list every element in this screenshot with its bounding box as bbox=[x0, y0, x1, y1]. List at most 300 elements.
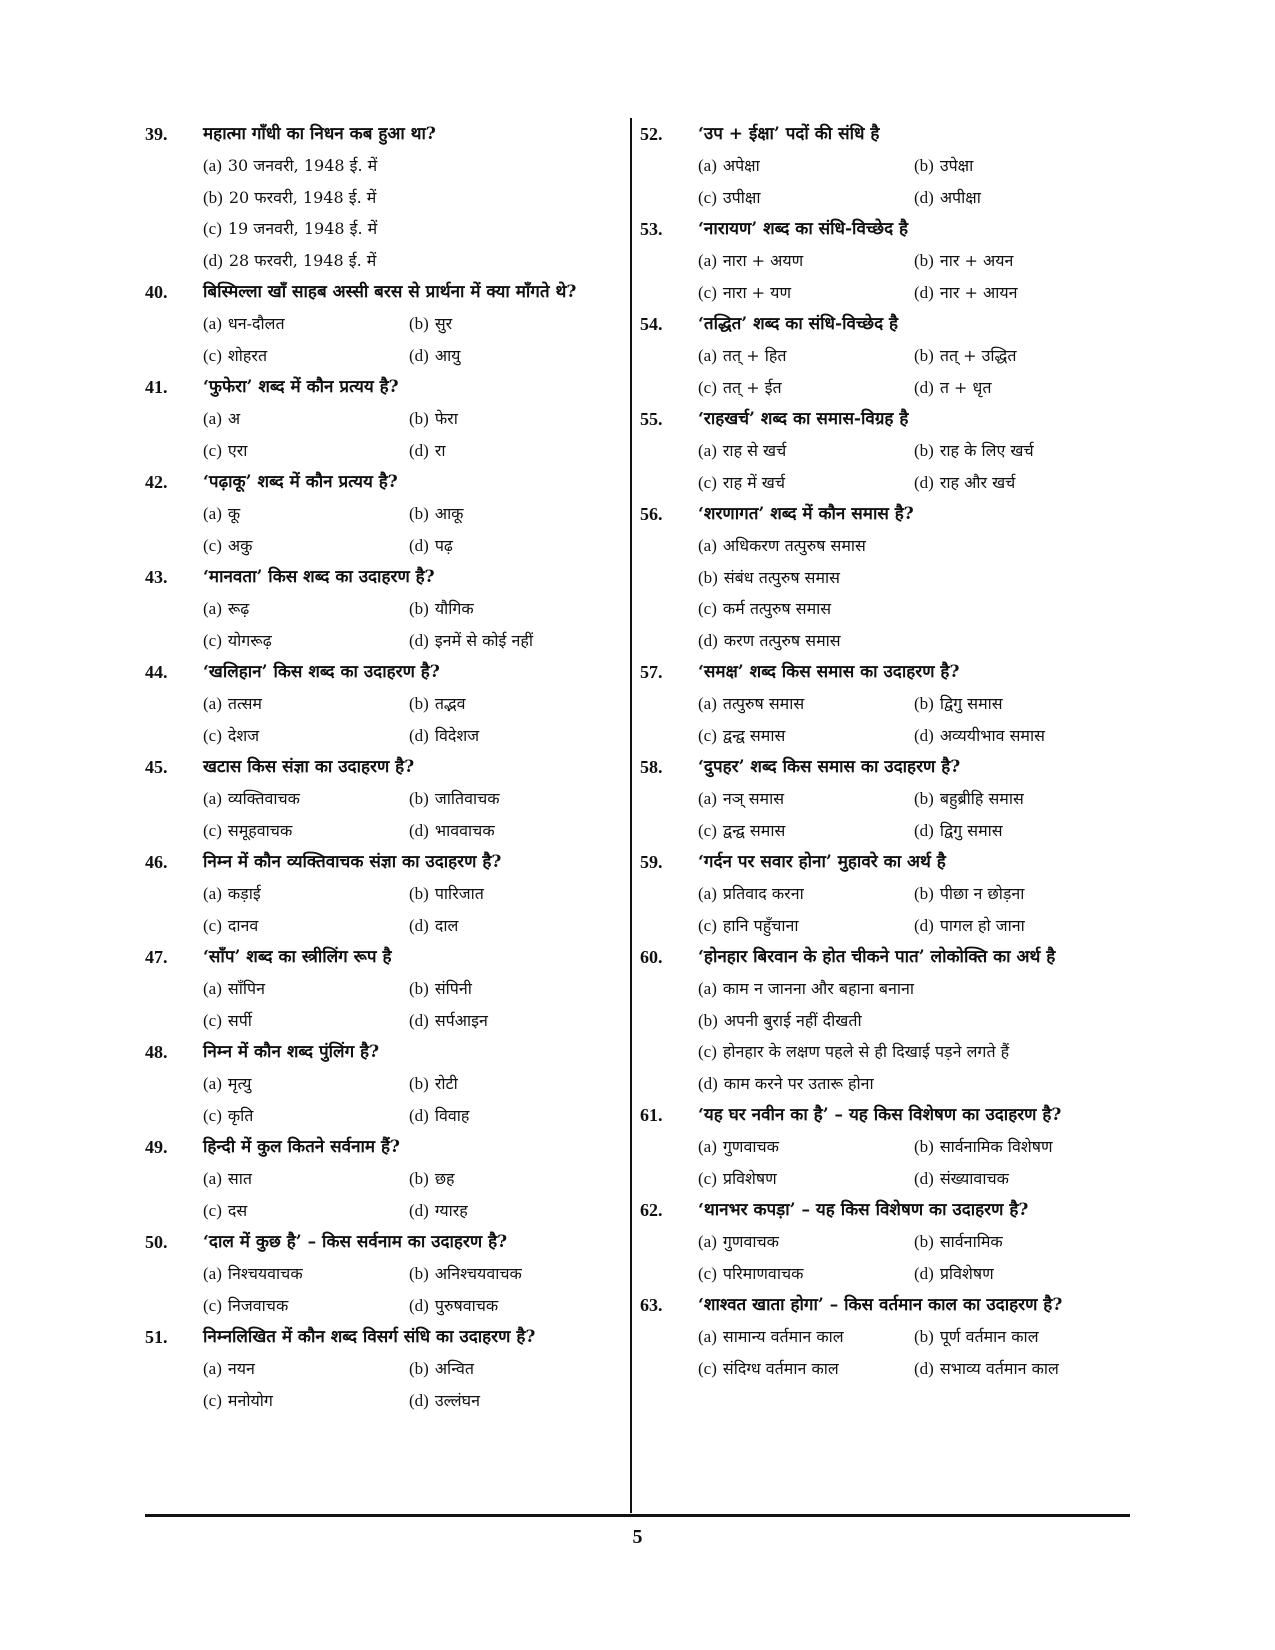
option-text: काम करने पर उतारू होना bbox=[723, 1073, 874, 1093]
question-body bbox=[203, 1131, 615, 1226]
option-label: (d) bbox=[203, 250, 223, 270]
option-text: एरा bbox=[227, 440, 248, 460]
option-label: (c) bbox=[698, 282, 717, 302]
question-text: निम्न में कौन व्यक्तिवाचक संज्ञा का उदाहरण है? bbox=[203, 852, 502, 872]
option-label: (a) bbox=[698, 346, 717, 365]
option bbox=[203, 973, 409, 1005]
option bbox=[698, 910, 914, 942]
options-list bbox=[698, 340, 1130, 403]
option-text: शोहरत bbox=[227, 345, 268, 365]
option-text: अपनी बुराई नहीं दीखती bbox=[723, 1010, 862, 1030]
question-39 bbox=[145, 118, 615, 276]
question-text: ‘शाश्वत खाता होगा’ – किस वर्तमान काल का उदाहरण है? bbox=[698, 1295, 1063, 1315]
option bbox=[698, 245, 914, 277]
option-label: (c) bbox=[203, 1295, 222, 1315]
question-55 bbox=[640, 403, 1130, 498]
option-label: (c) bbox=[203, 1390, 222, 1410]
options-list bbox=[203, 1163, 615, 1226]
option-label: (b) bbox=[914, 789, 934, 808]
option-label: (d) bbox=[914, 187, 934, 207]
option-text: तत्सम bbox=[227, 694, 262, 713]
option-text: सामान्य वर्तमान काल bbox=[722, 1327, 844, 1346]
question-41 bbox=[145, 371, 615, 466]
option bbox=[409, 435, 615, 467]
option-text: छह bbox=[434, 1169, 455, 1188]
question-body bbox=[203, 561, 615, 656]
option-text: इनमें से कोई नहीं bbox=[434, 630, 534, 650]
option-label: (b) bbox=[914, 156, 934, 175]
option-label: (d) bbox=[698, 630, 718, 650]
option-text: पढ़ bbox=[434, 535, 453, 555]
option bbox=[409, 1353, 615, 1385]
question-44 bbox=[145, 656, 615, 751]
question-number: 62. bbox=[640, 1200, 663, 1220]
option-text: पुरुषवाचक bbox=[434, 1295, 499, 1315]
option bbox=[409, 1385, 615, 1417]
option bbox=[914, 1131, 1130, 1163]
question-body bbox=[203, 751, 615, 846]
question-47 bbox=[145, 941, 615, 1036]
question-text: ‘खलिहान’ किस शब्द का उदाहरण है? bbox=[203, 662, 440, 682]
option bbox=[203, 498, 409, 530]
option-label: (a) bbox=[203, 599, 222, 618]
question-body bbox=[698, 118, 1130, 213]
question-text: बिस्मिल्ला खाँ साहब अस्सी बरस से प्रार्थना में क्या माँगते थे? bbox=[203, 282, 577, 302]
option-text: बहुब्रीहि समास bbox=[939, 789, 1024, 808]
option-label: (a) bbox=[203, 884, 222, 903]
question-body bbox=[203, 371, 615, 466]
option-label: (c) bbox=[698, 1042, 717, 1061]
question-number: 41. bbox=[145, 377, 168, 397]
question-61 bbox=[640, 1099, 1130, 1194]
question-text: ‘थानभर कपड़ा’ – यह किस विशेषण का उदाहरण है? bbox=[698, 1200, 1029, 1220]
option-text: प्रविशेषण bbox=[939, 1263, 994, 1283]
option-text: भाववाचक bbox=[434, 820, 495, 840]
option bbox=[698, 435, 914, 467]
question-53 bbox=[640, 213, 1130, 308]
option-text: तत् + उद्धित bbox=[939, 346, 1017, 365]
option-label: (c) bbox=[203, 915, 222, 935]
question-text: ‘यह घर नवीन का है’ – यह किस विशेषण का उदाहरण है? bbox=[698, 1105, 1062, 1125]
option bbox=[409, 783, 615, 815]
option bbox=[914, 688, 1130, 720]
option-text: द्विगु समास bbox=[939, 820, 1003, 840]
option-text: 28 फरवरी, 1948 ई. में bbox=[228, 250, 377, 270]
question-body bbox=[698, 941, 1130, 1099]
option-label: (c) bbox=[698, 599, 717, 618]
option bbox=[698, 973, 1130, 1005]
option-text: विवाह bbox=[434, 1105, 470, 1125]
option-label: (c) bbox=[203, 440, 222, 460]
option-text: दस bbox=[227, 1200, 248, 1220]
option bbox=[409, 688, 615, 720]
options-list bbox=[203, 973, 615, 1036]
option bbox=[203, 403, 409, 435]
question-text: ‘नारायण’ शब्द का संधि-विच्छेद है bbox=[698, 219, 909, 239]
option-text: अन्वित bbox=[434, 1359, 474, 1378]
question-number: 48. bbox=[145, 1042, 168, 1062]
question-40 bbox=[145, 276, 615, 371]
option-text: संदिग्ध वर्तमान काल bbox=[722, 1358, 839, 1378]
question-text: ‘दुपहर’ शब्द किस समास का उदाहरण है? bbox=[698, 757, 961, 777]
options-list bbox=[203, 308, 615, 371]
option-text: फेरा bbox=[434, 409, 458, 428]
option-label: (b) bbox=[698, 1010, 718, 1030]
option bbox=[698, 562, 1130, 594]
option-label: (a) bbox=[698, 1137, 717, 1156]
options-list bbox=[203, 150, 615, 276]
option-label: (a) bbox=[698, 1232, 717, 1251]
option bbox=[203, 720, 409, 752]
options-list bbox=[203, 1068, 615, 1131]
options-list bbox=[698, 973, 1130, 1099]
question-body bbox=[698, 846, 1130, 941]
options-list bbox=[203, 1258, 615, 1321]
options-list bbox=[698, 878, 1130, 941]
option bbox=[409, 625, 615, 657]
option bbox=[698, 467, 914, 499]
question-number: 40. bbox=[145, 282, 168, 302]
option-label: (a) bbox=[203, 1169, 222, 1188]
option-label: (b) bbox=[409, 599, 429, 618]
column-divider bbox=[630, 118, 632, 1513]
option-label: (a) bbox=[203, 1264, 222, 1283]
option-text: निजवाचक bbox=[227, 1295, 289, 1315]
question-body bbox=[698, 498, 1130, 656]
option-label: (b) bbox=[409, 504, 429, 523]
question-number: 56. bbox=[640, 504, 663, 524]
option-label: (a) bbox=[698, 251, 717, 270]
option-label: (b) bbox=[914, 1327, 934, 1346]
option-label: (d) bbox=[914, 1168, 934, 1188]
option-text: सर्पी bbox=[227, 1010, 252, 1030]
option-label: (c) bbox=[698, 820, 717, 840]
option-label: (a) bbox=[203, 409, 222, 428]
bottom-rule bbox=[145, 1514, 1130, 1517]
option-label: (b) bbox=[914, 1232, 934, 1251]
option-label: (c) bbox=[203, 630, 222, 650]
option-text: 30 जनवरी, 1948 ई. में bbox=[227, 156, 378, 175]
option-text: दानव bbox=[227, 915, 259, 935]
question-number: 63. bbox=[640, 1295, 663, 1315]
option-text: निश्चयवाचक bbox=[227, 1264, 303, 1283]
option bbox=[409, 910, 615, 942]
option-text: परिमाणवाचक bbox=[722, 1263, 804, 1283]
option bbox=[203, 783, 409, 815]
question-body bbox=[698, 213, 1130, 308]
option-label: (a) bbox=[203, 694, 222, 713]
option-text: हानि पहुँचाना bbox=[722, 915, 799, 935]
option-text: तत् + ईत bbox=[722, 377, 782, 397]
option-label: (d) bbox=[914, 1263, 934, 1283]
option bbox=[203, 245, 615, 277]
option-text: मनोयोग bbox=[227, 1390, 273, 1410]
option bbox=[698, 593, 1130, 625]
option-label: (c) bbox=[203, 1010, 222, 1030]
option bbox=[203, 1385, 409, 1417]
option-label: (d) bbox=[914, 725, 934, 745]
question-text: महात्मा गाँधी का निधन कब हुआ था? bbox=[203, 124, 436, 144]
question-number: 43. bbox=[145, 567, 168, 587]
option bbox=[203, 530, 409, 562]
option bbox=[203, 1195, 409, 1227]
option-label: (d) bbox=[914, 282, 934, 302]
question-text: ‘गर्दन पर सवार होना’ मुहावरे का अर्थ है bbox=[698, 852, 946, 872]
question-number: 49. bbox=[145, 1137, 168, 1157]
option-label: (b) bbox=[914, 884, 934, 903]
option-label: (c) bbox=[698, 187, 717, 207]
question-number: 51. bbox=[145, 1327, 168, 1347]
option-label: (a) bbox=[698, 694, 717, 713]
question-body bbox=[698, 403, 1130, 498]
option bbox=[203, 815, 409, 847]
option-text: व्यक्तिवाचक bbox=[227, 789, 300, 808]
option bbox=[698, 1258, 914, 1290]
option-label: (d) bbox=[914, 1358, 934, 1378]
question-body bbox=[698, 308, 1130, 403]
question-text: खटास किस संज्ञा का उदाहरण है? bbox=[203, 757, 415, 777]
question-text: ‘होनहार बिरवान के होत चीकने पात’ लोकोक्ति का अर्थ है bbox=[698, 947, 1056, 967]
option-text: जातिवाचक bbox=[434, 789, 500, 808]
question-body bbox=[698, 1289, 1130, 1384]
option-text: अपेक्षा bbox=[722, 156, 760, 175]
options-list bbox=[698, 1131, 1130, 1194]
option-label: (b) bbox=[409, 314, 429, 333]
option-label: (c) bbox=[698, 1358, 717, 1378]
option-text: देशज bbox=[227, 725, 260, 745]
option bbox=[914, 182, 1130, 214]
question-42 bbox=[145, 466, 615, 561]
options-list bbox=[203, 1353, 615, 1416]
question-number: 61. bbox=[640, 1105, 663, 1125]
question-body bbox=[698, 1099, 1130, 1194]
option bbox=[914, 910, 1130, 942]
option bbox=[409, 720, 615, 752]
option-label: (c) bbox=[203, 820, 222, 840]
question-number: 58. bbox=[640, 757, 663, 777]
option bbox=[914, 1163, 1130, 1195]
option-label: (d) bbox=[409, 535, 429, 555]
question-number: 52. bbox=[640, 124, 663, 144]
option bbox=[914, 1321, 1130, 1353]
option-text: आयु bbox=[434, 345, 461, 365]
question-63 bbox=[640, 1289, 1130, 1384]
option bbox=[203, 1258, 409, 1290]
option-label: (b) bbox=[409, 979, 429, 998]
option bbox=[914, 878, 1130, 910]
option-label: (d) bbox=[914, 472, 934, 492]
options-list bbox=[203, 878, 615, 941]
option-text: तत्पुरुष समास bbox=[722, 694, 805, 713]
question-body bbox=[203, 466, 615, 561]
options-list bbox=[698, 1226, 1130, 1289]
question-51 bbox=[145, 1321, 615, 1416]
option-label: (c) bbox=[203, 535, 222, 555]
option bbox=[203, 1100, 409, 1132]
option-text: रोटी bbox=[434, 1074, 458, 1093]
option-text: नार + अयन bbox=[939, 251, 1014, 270]
option bbox=[914, 150, 1130, 182]
option bbox=[914, 340, 1130, 372]
question-body bbox=[203, 656, 615, 751]
option bbox=[698, 372, 914, 404]
option bbox=[914, 815, 1130, 847]
option-label: (a) bbox=[698, 441, 717, 460]
option bbox=[698, 1163, 914, 1195]
option-label: (a) bbox=[698, 979, 717, 998]
option-label: (b) bbox=[409, 1264, 429, 1283]
option-label: (b) bbox=[409, 409, 429, 428]
option bbox=[698, 1131, 914, 1163]
option-label: (b) bbox=[203, 187, 223, 207]
option bbox=[409, 973, 615, 1005]
options-list bbox=[203, 783, 615, 846]
option bbox=[409, 1195, 615, 1227]
option-label: (d) bbox=[409, 630, 429, 650]
question-body bbox=[203, 118, 615, 276]
option-text: प्रतिवाद करना bbox=[722, 884, 804, 903]
option-text: पारिजात bbox=[434, 884, 484, 903]
option bbox=[698, 182, 914, 214]
question-60 bbox=[640, 941, 1130, 1099]
option bbox=[914, 783, 1130, 815]
question-text: हिन्दी में कुल कितने सर्वनाम हैं? bbox=[203, 1137, 400, 1157]
option-text: नयन bbox=[227, 1359, 255, 1378]
option bbox=[203, 625, 409, 657]
option-text: संपिनी bbox=[434, 979, 472, 998]
option-label: (a) bbox=[203, 156, 222, 175]
option-label: (b) bbox=[914, 441, 934, 460]
option bbox=[203, 878, 409, 910]
left-column bbox=[145, 118, 615, 1416]
question-56 bbox=[640, 498, 1130, 656]
option bbox=[698, 1353, 914, 1385]
question-45 bbox=[145, 751, 615, 846]
option-label: (c) bbox=[698, 1168, 717, 1188]
option-text: राह और खर्च bbox=[939, 472, 1016, 492]
option bbox=[914, 372, 1130, 404]
option-label: (d) bbox=[409, 1105, 429, 1125]
option-text: नञ् समास bbox=[722, 789, 785, 808]
option-text: रूढ़ bbox=[227, 599, 250, 618]
option bbox=[203, 213, 615, 245]
option bbox=[203, 1005, 409, 1037]
option-text: तत् + हित bbox=[722, 346, 787, 365]
option-text: कड़ाई bbox=[227, 884, 261, 903]
question-number: 57. bbox=[640, 662, 663, 682]
option-label: (d) bbox=[409, 1390, 429, 1410]
option bbox=[203, 1353, 409, 1385]
option bbox=[698, 1226, 914, 1258]
option-label: (c) bbox=[698, 915, 717, 935]
question-43 bbox=[145, 561, 615, 656]
option-text: अधिकरण तत्पुरुष समास bbox=[722, 536, 866, 555]
option-label: (b) bbox=[698, 567, 718, 587]
option bbox=[409, 340, 615, 372]
option bbox=[698, 1005, 1130, 1037]
option bbox=[698, 1036, 1130, 1068]
question-59 bbox=[640, 846, 1130, 941]
question-57 bbox=[640, 656, 1130, 751]
question-text: ‘फुफेरा’ शब्द में कौन प्रत्यय है? bbox=[203, 377, 399, 397]
option-label: (d) bbox=[914, 377, 934, 397]
option-text: अनिश्चयवाचक bbox=[434, 1264, 522, 1283]
option bbox=[914, 467, 1130, 499]
option-text: संख्यावाचक bbox=[939, 1168, 1009, 1188]
option-text: 20 फरवरी, 1948 ई. में bbox=[228, 187, 377, 207]
question-54 bbox=[640, 308, 1130, 403]
option-text: होनहार के लक्षण पहले से ही दिखाई पड़ने लगते हैं bbox=[722, 1042, 1010, 1061]
option-label: (c) bbox=[203, 1200, 222, 1220]
question-number: 60. bbox=[640, 947, 663, 967]
option-text: कर्म तत्पुरुष समास bbox=[722, 599, 832, 618]
options-list bbox=[203, 403, 615, 466]
option-label: (b) bbox=[409, 789, 429, 808]
options-list bbox=[698, 150, 1130, 213]
option bbox=[914, 720, 1130, 752]
option-text: पीछा न छोड़ना bbox=[939, 884, 1025, 903]
option-text: अकु bbox=[227, 535, 253, 555]
question-body bbox=[698, 1194, 1130, 1289]
option bbox=[409, 530, 615, 562]
option-label: (d) bbox=[409, 1010, 429, 1030]
option-label: (b) bbox=[914, 251, 934, 270]
option-text: रा bbox=[434, 440, 446, 460]
question-number: 39. bbox=[145, 124, 168, 144]
question-number: 42. bbox=[145, 472, 168, 492]
question-body bbox=[203, 941, 615, 1036]
option-text: राह में खर्च bbox=[722, 472, 786, 492]
option bbox=[698, 720, 914, 752]
option bbox=[698, 815, 914, 847]
option-label: (d) bbox=[409, 1295, 429, 1315]
option-text: सभाव्य वर्तमान काल bbox=[939, 1358, 1059, 1378]
right-column bbox=[640, 118, 1130, 1384]
option-label: (b) bbox=[409, 1074, 429, 1093]
question-number: 50. bbox=[145, 1232, 168, 1252]
option-label: (d) bbox=[409, 345, 429, 365]
question-body bbox=[203, 1036, 615, 1131]
option-text: समूहवाचक bbox=[227, 820, 293, 840]
option-text: गुणवाचक bbox=[722, 1232, 779, 1251]
option-label: (a) bbox=[698, 884, 717, 903]
option-text: सार्वनामिक विशेषण bbox=[939, 1137, 1053, 1156]
option bbox=[698, 878, 914, 910]
option-text: नारा + अयण bbox=[722, 251, 804, 270]
options-list bbox=[698, 688, 1130, 751]
question-body bbox=[203, 846, 615, 941]
option bbox=[409, 593, 615, 625]
question-46 bbox=[145, 846, 615, 941]
option-text: कृति bbox=[227, 1105, 254, 1125]
option-text: सर्पआइन bbox=[434, 1010, 488, 1030]
option-text: तद्भव bbox=[434, 694, 466, 713]
option-label: (b) bbox=[914, 1137, 934, 1156]
options-list bbox=[698, 245, 1130, 308]
question-number: 53. bbox=[640, 219, 663, 239]
option-label: (b) bbox=[914, 694, 934, 713]
option-text: अ bbox=[227, 409, 241, 428]
option bbox=[203, 308, 409, 340]
option bbox=[409, 498, 615, 530]
option-label: (a) bbox=[203, 979, 222, 998]
question-50 bbox=[145, 1226, 615, 1321]
question-text: ‘मानवता’ किस शब्द का उदाहरण है? bbox=[203, 567, 435, 587]
option-label: (b) bbox=[409, 694, 429, 713]
option-label: (d) bbox=[409, 915, 429, 935]
option-label: (c) bbox=[698, 725, 717, 745]
option-text: विदेशज bbox=[434, 725, 480, 745]
